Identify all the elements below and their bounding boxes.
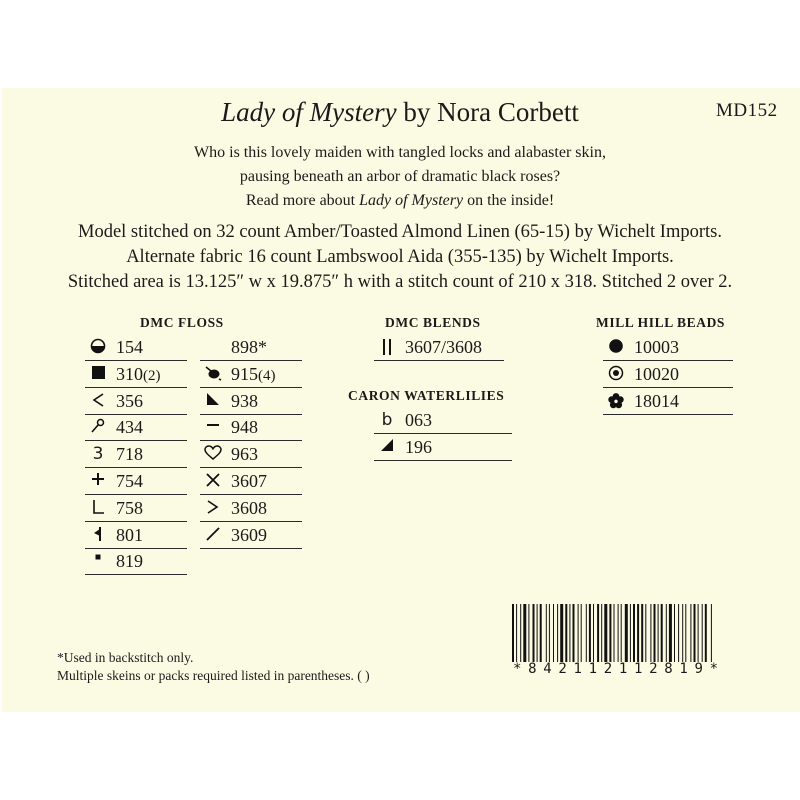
- thread-row: [200, 334, 302, 361]
- thread-row: [85, 414, 187, 441]
- thread-number-value: 3607: [231, 471, 267, 491]
- thread-row: [603, 334, 733, 361]
- thread-number-value: 758: [116, 497, 143, 518]
- thread-row: [374, 407, 512, 434]
- thread-row: [85, 548, 187, 575]
- thread-number-value: 3607/3608: [405, 337, 483, 357]
- thread-row: [200, 361, 302, 388]
- thread-number: [405, 437, 432, 458]
- thread-row: [374, 334, 504, 361]
- flag-icon: [88, 526, 108, 544]
- blurb-line-1: Who is this lovely maiden with tangled locks and alabaster skin,: [194, 144, 606, 161]
- thread-row: [85, 441, 187, 468]
- thread-number: [405, 337, 482, 358]
- thread-number-value: 801: [116, 524, 143, 545]
- thread-number: [116, 391, 143, 412]
- thread-number: [116, 337, 143, 358]
- thread-number: [116, 525, 143, 546]
- thread-number-value: 18014: [634, 390, 679, 411]
- thread-number: [231, 471, 267, 492]
- pin-icon: [88, 418, 108, 436]
- skein-quantity: (4): [258, 367, 276, 384]
- thread-number: [231, 337, 267, 358]
- thread-number: [116, 551, 143, 572]
- heart-icon: [203, 445, 223, 463]
- blurb-line-3-pre: Read more about: [245, 192, 360, 209]
- dot-icon: [88, 552, 108, 570]
- thread-number: [405, 410, 432, 431]
- product-code: MD152: [716, 100, 778, 121]
- thread-row: [200, 495, 302, 522]
- thread-number-value: 063: [405, 410, 432, 430]
- thread-row: [200, 441, 302, 468]
- thread-row: [85, 334, 187, 361]
- thread-row: [200, 388, 302, 415]
- blurb-line-3: [0, 192, 800, 210]
- plus-icon: [88, 472, 108, 490]
- thread-number-value: 898*: [231, 337, 267, 357]
- thread-number: [116, 471, 143, 492]
- blurb-line-3-post: on the inside!: [463, 192, 555, 209]
- thread-row: [603, 361, 733, 388]
- thread-number-value: 10003: [634, 337, 679, 357]
- thread-number: [231, 391, 258, 412]
- blurb-line-3-title: Lady of Mystery: [359, 192, 464, 209]
- half-circle-icon: [88, 338, 108, 356]
- thread-number-value: 434: [116, 417, 143, 438]
- dmc-blends-heading: DMC BLENDS: [385, 315, 481, 330]
- thread-number-value: 154: [116, 337, 143, 357]
- thread-number: [116, 498, 143, 519]
- filled-square-icon: [88, 365, 108, 383]
- thread-row: [85, 522, 187, 549]
- dash-icon: [203, 418, 223, 436]
- thread-row: [200, 468, 302, 495]
- barcode: [512, 604, 767, 662]
- bullseye-icon: [606, 365, 626, 383]
- thread-number: [231, 525, 267, 546]
- thread-number: [231, 498, 267, 519]
- corner-triangle-icon: [203, 392, 223, 410]
- thread-row: [85, 388, 187, 415]
- beetle-icon: [203, 365, 223, 383]
- flower-icon: [606, 392, 626, 410]
- model-fabric-line: Model stitched on 32 count Amber/Toasted Almond Linen (65-15) by Wichelt Imports.: [78, 222, 722, 242]
- blank-icon: [203, 338, 223, 356]
- backstitch-footnote: *Used in backstitch only.: [57, 650, 194, 665]
- thread-number-value: 356: [116, 390, 143, 411]
- thread-row: [85, 495, 187, 522]
- thread-number: [231, 417, 258, 438]
- ell-corner-icon: [88, 499, 108, 517]
- blurb-line-2: pausing beneath an arbor of dramatic black roses?: [239, 168, 561, 185]
- less-than-icon: [88, 392, 108, 410]
- thread-number-value: 3609: [231, 524, 267, 545]
- thread-row: [85, 468, 187, 495]
- filled-circle-icon: [606, 338, 626, 356]
- thread-number-value: 754: [116, 471, 143, 491]
- skein-quantity: (2): [143, 367, 161, 384]
- thread-number-value: 948: [231, 417, 258, 438]
- thread-row: [85, 361, 187, 388]
- thread-number-value: 196: [405, 436, 432, 457]
- three-icon: 3: [92, 444, 104, 465]
- thread-row: [603, 388, 733, 415]
- dmc-floss-heading: DMC FLOSS: [140, 315, 224, 330]
- letter-b-icon: b: [381, 410, 393, 430]
- thread-number: [231, 444, 258, 465]
- thread-row: [200, 522, 302, 549]
- ramp-triangle-icon: [377, 438, 397, 456]
- barcode-digits: *842112112819*: [513, 661, 725, 677]
- skeins-footnote: Multiple skeins or packs required listed in parentheses. ( ): [57, 668, 370, 683]
- caron-waterlilies-heading: CARON WATERLILIES: [348, 388, 505, 403]
- thread-number: [116, 444, 143, 465]
- mill-hill-beads-heading: MILL HILL BEADS: [596, 315, 726, 330]
- greater-than-icon: [203, 499, 223, 517]
- thread-number-value: 3608: [231, 497, 267, 518]
- thread-number: [634, 391, 679, 412]
- x-icon: [203, 472, 223, 490]
- thread-row: [200, 414, 302, 441]
- thread-number: [116, 364, 161, 385]
- thread-number-value: 963: [231, 444, 258, 465]
- title-italic: Lady of Mystery: [221, 97, 397, 127]
- thread-row: [374, 434, 512, 461]
- thread-number-value: 938: [231, 390, 258, 411]
- page-title: [0, 97, 800, 128]
- thread-number-value: 819: [116, 551, 143, 572]
- thread-number-value: 718: [116, 444, 143, 465]
- double-bar-icon: [377, 338, 397, 356]
- thread-number: [116, 417, 143, 438]
- alternate-fabric-line: Alternate fabric 16 count Lambswool Aida (355-135) by Wichelt Imports.: [126, 247, 674, 267]
- thread-number-value: 10020: [634, 363, 679, 384]
- thread-number: [231, 364, 276, 385]
- slash-icon: [203, 526, 223, 544]
- thread-number-value: 310: [116, 363, 143, 384]
- thread-number: [634, 364, 679, 385]
- stitched-area-line: Stitched area is 13.125″ w x 19.875″ h with a stitch count of 210 x 318. Stitched 2 over 2.: [67, 272, 733, 292]
- thread-number: [634, 337, 679, 358]
- thread-number-value: 915: [231, 363, 258, 384]
- title-author: by Nora Corbett: [396, 97, 579, 127]
